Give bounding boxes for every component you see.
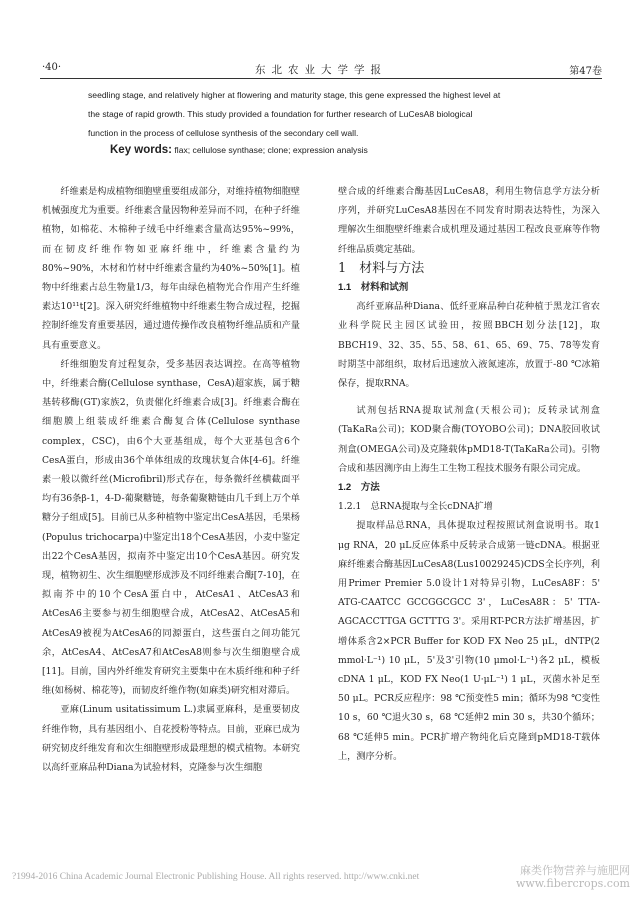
paragraph: 亚麻(Linum usitatissimum L.)隶属亚麻科，是重要韧皮纤维作物，具有基因组小、自花授粉等特点。目前，亚麻已成为研究韧皮纤维发育和次生细胞壁形成最理想的模式植物。本研究以高纤亚麻品种Diana为试验材料，克隆参与次生细胞 [42,704,300,774]
subsubsection-heading: 1.2.1 总RNA提取与全长cDNA扩增 [338,501,493,513]
subsection-heading: 1.1 材料和试剂 [338,282,409,294]
paragraph: 试剂包括RNA提取试剂盒(天根公司)；反转录试剂盒(TaKaRa公司)；KOD聚合酶(TOYOBO公司)；DNA胶回收试剂盒(OMEGA公司)及克隆载体pMD18-T(TaKaRa公司)。引物合成和基因测序由上海生工生物工程技术服务有限公司完成。 [338,405,600,474]
watermark [516,864,630,890]
watermark-line: www.fibercrops.com [515,877,630,890]
right-column [338,182,600,766]
journal-title: 东北农业大学学报 [255,64,387,76]
subsection-heading: 1.2 方法 [338,482,380,494]
left-column [42,182,300,777]
watermark-line: 麻类作物营养与施肥网 [520,864,630,877]
english-abstract [88,86,568,143]
keywords [110,144,368,156]
paragraph: 纤维细胞发育过程复杂，受多基因表达调控。在高等植物中，纤维素合酶(Cellulose synthase，CesA)超家族，属于糖基转移酶(GT)家族2，负责催化纤维素合成[3]。纤维素合酶在细胞膜上组装成纤维素合酶复合体(Cellulose synthase complex，CSC)，由6个大亚基组成，每个大亚基包含6个CesA蛋白，形成由36个单体组成的玫瑰状复合体[4-6]。纤维素一般以微纤丝(Microfibril)形式存在，每条微纤丝横截面平均有36条β-1，4-D-葡聚糖链，每条葡聚糖链由几千到上万个单糖分子组成[5]。目前已从多种植物中鉴定出CesA基因，毛果杨(Populus trichocarpa)中鉴定出18个CesA基因，小麦中鉴定出22个CesA基因，拟南芥中鉴定出10个CesA基因。研究发现，植物初生、次生细胞壁形成涉及不同纤维素合酶[7-10]，在拟南芥中的10个CesA蛋白中，AtCesA1、AtCesA3和AtCesA6主要参与初生细胞壁合成，AtCesA2、AtCesA5和AtCesA9被视为AtCesA6的同源蛋白，这些蛋白之间功能冗余，AtCesA4、AtCesA7和AtCesA8则参与次生细胞壁合成[11]。目前，国内外纤维发育研究主要集中在木质纤维和种子纤维(如杨树、棉花等)，而韧皮纤维作物(如麻类)研究相对滞后。 [42,358,300,697]
abstract-line: seedling stage, and relatively higher at flowering and maturity stage, this gene expressed the highest level at [88,90,501,100]
section-heading: 1 材料与方法 [338,260,425,276]
copyright-footer: ?1994-2016 China Academic Journal Electronic Publishing House. All rights reserved. http://www.cnki.net [12,872,420,882]
abstract-line: function in the process of cellulose synthesis of the secondary cell wall. [88,128,359,138]
keywords-text: flax; cellulose synthase; clone; expression analysis [174,145,368,155]
header-rule [40,78,602,79]
page-number: ·40· [42,62,62,73]
paragraph: 高纤亚麻品种Diana、低纤亚麻品种白花种植于黑龙江省农业科学院民主园区试验田，按照BBCH划分法[12]，取BBCH19、32、35、55、58、61、65、69、75、78等发育时期茎中部组织，取材后迅速放入液氮速冻，放置于-80 ℃冰箱保存，提取RNA。 [338,301,600,390]
paragraph: 壁合成的纤维素合酶基因LuCesA8，利用生物信息学方法分析序列，并研究LuCesA8基因在不同发育时期表达特性，为深入理解次生细胞壁纤维素合成机理及通过基因工程改良亚麻等作物纤维品质奠定基础。 [338,186,600,255]
abstract-line: the stage of rapid growth. This study provided a foundation for further research of LuCesA8 biological [88,109,473,119]
paragraph: 纤维素是构成植物细胞壁重要组成部分，对维持植物细胞壁机械强度尤为重要。纤维素含量因物种差异而不同，在种子纤维植物，如棉花、木棉种子绒毛中纤维素含量高达95%~99%，而在韧皮纤维作物如亚麻纤维中，纤维素含量约为80%~90%，木材和竹材中纤维素含量约为40%~50%[1]。植物中纤维素占总生物量1/3，每年由绿色植物光合作用产生纤维素达10¹¹t[2]。深入研究纤维植物中纤维素生物合成过程，挖掘控制纤维发育重要基因，通过遗传操作改良植物纤维品质和产量具有重要意义。 [42,186,300,351]
keywords-label: Key words: [110,144,172,156]
paragraph: 提取样品总RNA，具体提取过程按照试剂盒说明书。取1 μg RNA，20 μL反应体系中反转录合成第一链cDNA。根据亚麻纤维素合酶基因LuCesA8(Lus10029245)CDS全长序列，利用Primer Premier 5.0设计1对特异引物，LuCesA8F：5' ATG-CAATCC GCCGGCGCC 3'，LuCesA8R：5' TTA-AGCACCTTGA GCTTTG 3'。采用RT-PCR方法扩增基因，扩增体系含2×PCR Buffer for KOD FX Neo 25 μL，dNTP(2 mmol·L⁻¹) 10 μL，5'及3'引物(10 μmol·L⁻¹)各2 μL，模板cDNA 1 μL，KOD FX Neo(1 U·μL⁻¹) 1 μL，灭菌水补足至50 μL。PCR反应程序：98 ℃预变性5 min；循环为98 ℃变性10 s，60 ℃退火30 s，68 ℃延伸2 min 30 s，共30个循环；68 ℃延伸5 min。PCR扩增产物纯化后克隆到pMD18-T载体上，测序分析。 [338,520,600,762]
volume-label: 第47卷 [569,66,602,77]
